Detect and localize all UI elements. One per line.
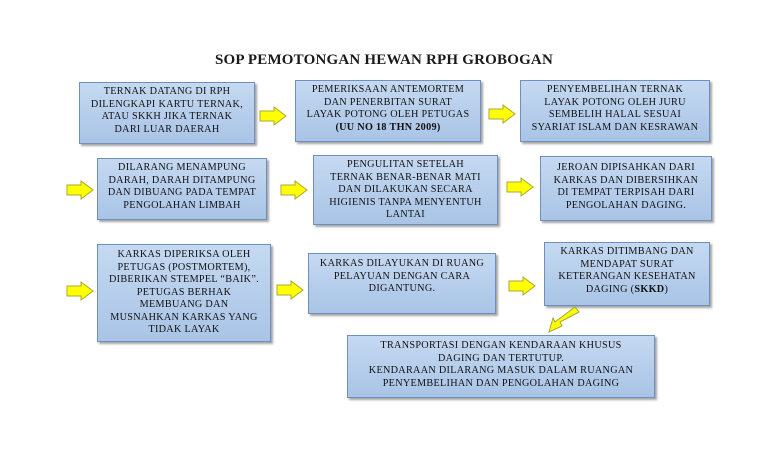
- step-10-line-1: TRANSPORTASI DENGAN KENDARAAN KHUSUS: [380, 340, 622, 351]
- step-8-line-3: DIGANTUNG.: [368, 283, 436, 294]
- arrow-down-left-icon: [546, 306, 582, 336]
- step-8-box: [308, 253, 496, 314]
- arrow-right-icon: [506, 177, 534, 197]
- step-9-tail-end: ): [664, 283, 669, 295]
- step-8-line-1: KARKAS DILAYUKAN DI RUANG: [319, 258, 485, 269]
- step-3-line-4: SYARIAT ISLAM DAN KESRAWAN: [531, 121, 699, 133]
- step-2-law-reference: (UU NO 18 THN 2009): [335, 121, 441, 133]
- step-9-skkd-label: SKKD: [634, 283, 665, 295]
- step-9-line-3: KETERANGAN KESEHATAN: [558, 271, 696, 282]
- step-5-line-5: LANTAI: [386, 209, 425, 220]
- step-1-line-4: DARI LUAR DAERAH: [114, 123, 220, 135]
- step-5-line-4: HIGIENIS TANPA MENYENTUH: [329, 196, 482, 208]
- arrow-right-icon: [280, 180, 308, 200]
- diagram-title: SOP PEMOTONGAN HEWAN RPH GROBOGAN: [214, 52, 553, 68]
- step-3-line-1: PENYEMBELIHAN TERNAK: [546, 84, 684, 95]
- step-3-line-2: LAYAK POTONG OLEH JURU: [544, 96, 686, 108]
- step-4-line-4: PENGOLAHAN LIMBAH: [123, 199, 241, 211]
- step-6-line-3: DI TEMPAT TERPISAH DARI: [557, 187, 695, 198]
- step-5-line-2: TERNAK BENAR-BENAR MATI: [330, 171, 481, 183]
- step-4-line-2: DARAH, DARAH DITAMPUNG: [108, 174, 256, 186]
- step-10-box: [347, 335, 655, 398]
- step-7-line-2: PETUGAS (POSTMORTEM),: [117, 261, 251, 273]
- step-6-line-1: JEROAN DIPISAHKAN DARI: [557, 162, 695, 173]
- step-2-line-1: PEMERIKSAAN ANTEMORTEM: [311, 84, 465, 95]
- step-4-box: [97, 158, 267, 220]
- step-9-line-2: MENDAPAT SURAT: [580, 258, 674, 270]
- step-7-line-7: TIDAK LAYAK: [148, 324, 220, 335]
- step-4-line-3: DAN DIBUANG PADA TEMPAT: [107, 187, 257, 198]
- arrow-right-icon: [66, 180, 94, 200]
- step-7-line-3: DIBERIKAN STEMPEL “BAIK”.: [108, 274, 259, 285]
- step-1-line-3: ATAU SKKH JIKA TERNAK: [101, 111, 233, 122]
- arrow-right-icon: [508, 276, 536, 296]
- step-8-line-2: PELAYUAN DENGAN CARA: [333, 270, 471, 282]
- step-6-line-2: KARKAS DAN DIBERSIHKAN: [553, 174, 699, 186]
- arrow-right-icon: [66, 281, 94, 301]
- step-9-box: [544, 242, 710, 306]
- step-10-line-3: KENDARAAN DILARANG MASUK DALAM RUANGAN: [368, 365, 634, 376]
- step-5-line-3: DAN DILAKUKAN SECARA: [338, 184, 473, 195]
- step-1-box: [79, 82, 255, 144]
- step-2-line-3: LAYAK POTONG OLEH PETUGAS: [306, 109, 470, 120]
- step-2-box: [295, 80, 481, 142]
- arrow-right-icon: [488, 104, 516, 124]
- step-5-box: [313, 155, 498, 225]
- step-9-tail-text: DAGING (: [585, 283, 635, 295]
- step-3-line-3: SEMBELIH HALAL SESUAI: [548, 109, 682, 120]
- step-7-line-6: MUSNAHKAN KARKAS YANG: [110, 311, 258, 323]
- step-3-box: [520, 80, 710, 142]
- step-6-box: [540, 156, 712, 221]
- step-9-line-1: KARKAS DITIMBANG DAN: [560, 246, 694, 257]
- step-7-line-5: MEMBUANG DAN: [139, 299, 229, 310]
- arrow-right-icon: [276, 280, 304, 300]
- step-6-line-4: PENGOLAHAN DAGING.: [565, 199, 687, 211]
- step-1-line-1: TERNAK DATANG DI RPH: [103, 86, 231, 97]
- step-4-line-1: DILARANG MENAMPUNG: [118, 162, 246, 173]
- step-1-line-2: DILENGKAPI KARTU TERNAK,: [90, 98, 244, 110]
- step-7-box: [97, 244, 271, 342]
- step-10-line-4: PENYEMBELIHAN DAN PENGOLAHAN DAGING: [382, 377, 620, 389]
- step-5-line-1: PENGULITAN SETELAH: [347, 159, 464, 170]
- step-7-line-4: PETUGAS BERHAK: [136, 286, 232, 298]
- step-2-line-2: DAN PENERBITAN SURAT: [323, 96, 452, 108]
- arrow-right-icon: [259, 106, 287, 126]
- step-10-line-2: DAGING DAN TERTUTUP.: [437, 352, 565, 364]
- step-7-line-1: KARKAS DIPERIKSA OLEH: [117, 249, 251, 260]
